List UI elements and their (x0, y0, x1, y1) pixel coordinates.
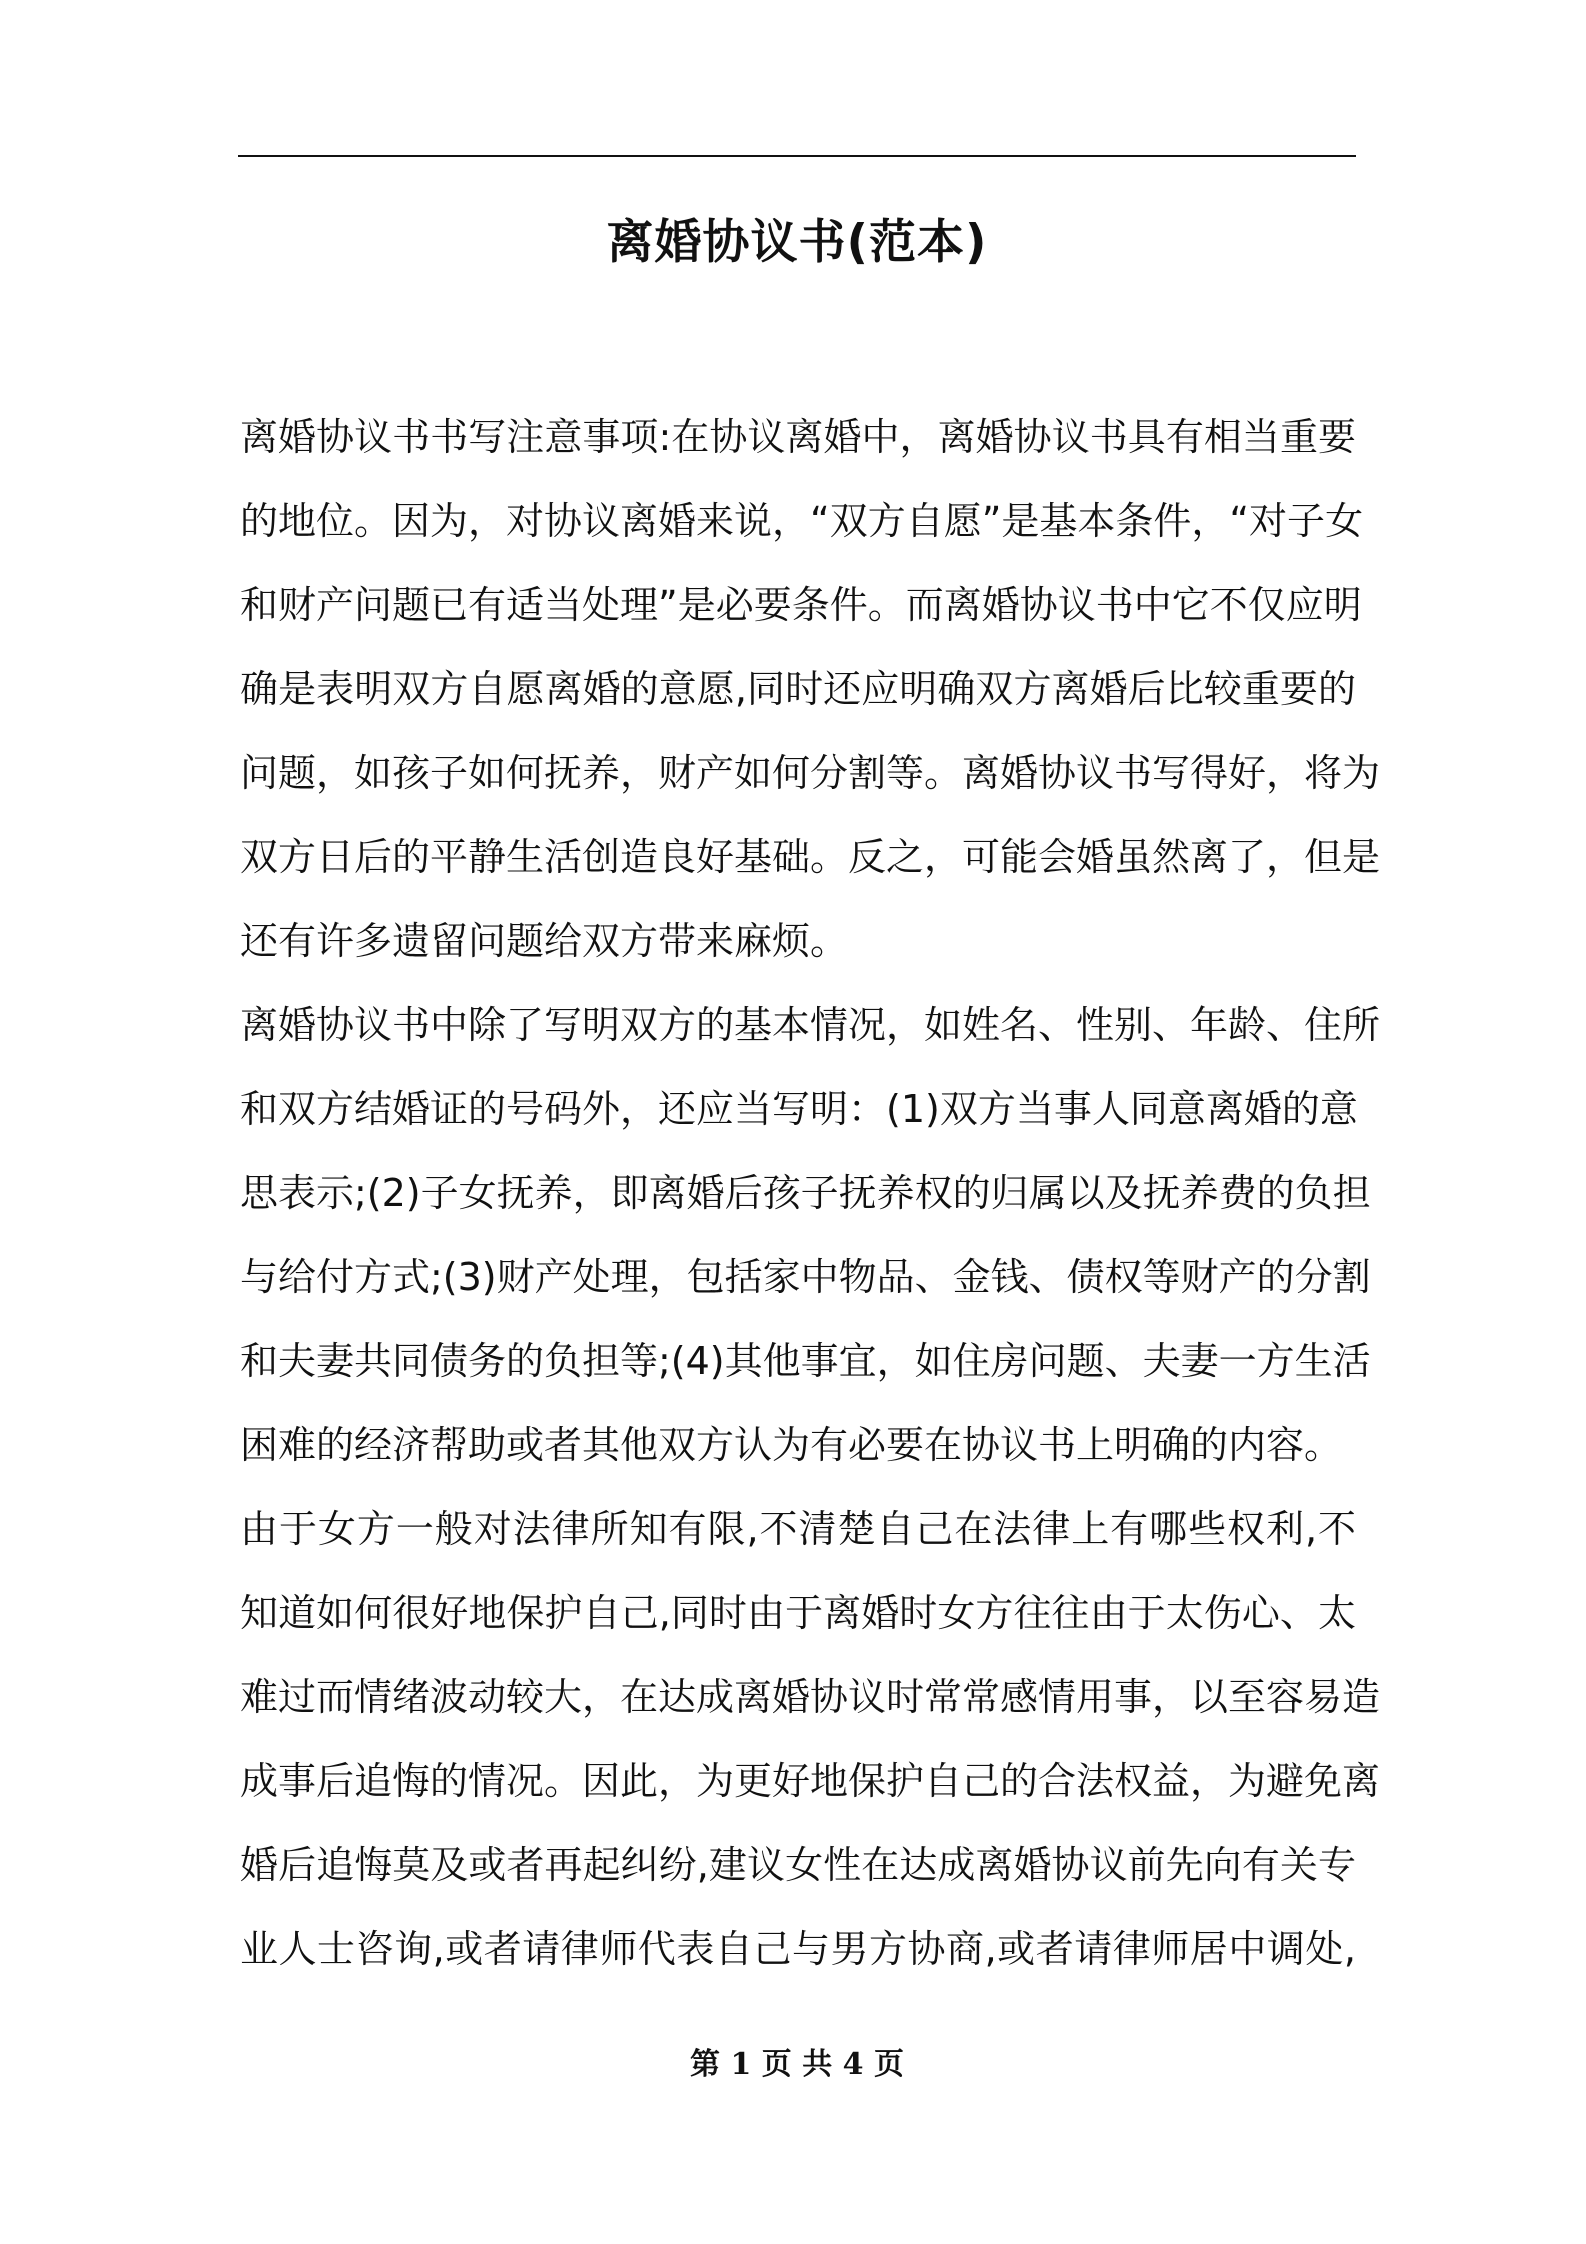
body-line: 由于女方一般对法律所知有限,不清楚自己在法律上有哪些权利,不 (240, 1507, 1356, 1551)
body-line: 婚后追悔莫及或者再起纠纷,建议女性在达成离婚协议前先向有关专 (240, 1843, 1356, 1887)
body-line: 成事后追悔的情况。因此，为更好地保护自己的合法权益，为避免离 (240, 1759, 1381, 1803)
body-line: 难过而情绪波动较大，在达成离婚协议时常常感情用事，以至容易造 (240, 1675, 1381, 1719)
body-line: 和夫妻共同债务的负担等;(4)其他事宜，如住房问题、夫妻一方生活 (240, 1339, 1371, 1383)
body-line: 离婚协议书中除了写明双方的基本情况，如姓名、性别、年龄、住所 (240, 1003, 1381, 1047)
body-line: 的地位。因为，对协议离婚来说，“双方自愿”是基本条件，“对子女 (240, 499, 1364, 543)
page-number: 第 1 页 共 4 页 (690, 2047, 904, 2082)
body-line: 和双方结婚证的号码外，还应当写明：(1)双方当事人同意离婚的意 (240, 1087, 1358, 1131)
body-line: 双方日后的平静生活创造良好基础。反之，可能会婚虽然离了，但是 (240, 835, 1381, 879)
body-line: 困难的经济帮助或者其他双方认为有必要在协议书上明确的内容。 (240, 1423, 1343, 1467)
body-line: 与给付方式;(3)财产处理，包括家中物品、金钱、债权等财产的分割 (240, 1255, 1371, 1299)
body-line: 问题，如孩子如何抚养，财产如何分割等。离婚协议书写得好，将为 (240, 751, 1381, 795)
document-body (240, 395, 1381, 1991)
body-line: 和财产问题已有适当处理”是必要条件。而离婚协议书中它不仅应明 (240, 583, 1362, 627)
body-line: 思表示;(2)子女抚养，即离婚后孩子抚养权的归属以及抚养费的负担 (240, 1171, 1371, 1215)
document-title: 离婚协议书(范本) (606, 215, 988, 270)
body-line: 还有许多遗留问题给双方带来麻烦。 (240, 919, 849, 963)
header-rule (238, 155, 1356, 157)
body-line: 确是表明双方自愿离婚的意愿,同时还应明确双方离婚后比较重要的 (240, 667, 1356, 711)
body-line: 知道如何很好地保护自己,同时由于离婚时女方往往由于太伤心、太 (240, 1591, 1356, 1635)
body-line: 业人士咨询,或者请律师代表自己与男方协商,或者请律师居中调处, (240, 1927, 1356, 1971)
body-line: 离婚协议书书写注意事项:在协议离婚中，离婚协议书具有相当重要 (240, 415, 1356, 459)
